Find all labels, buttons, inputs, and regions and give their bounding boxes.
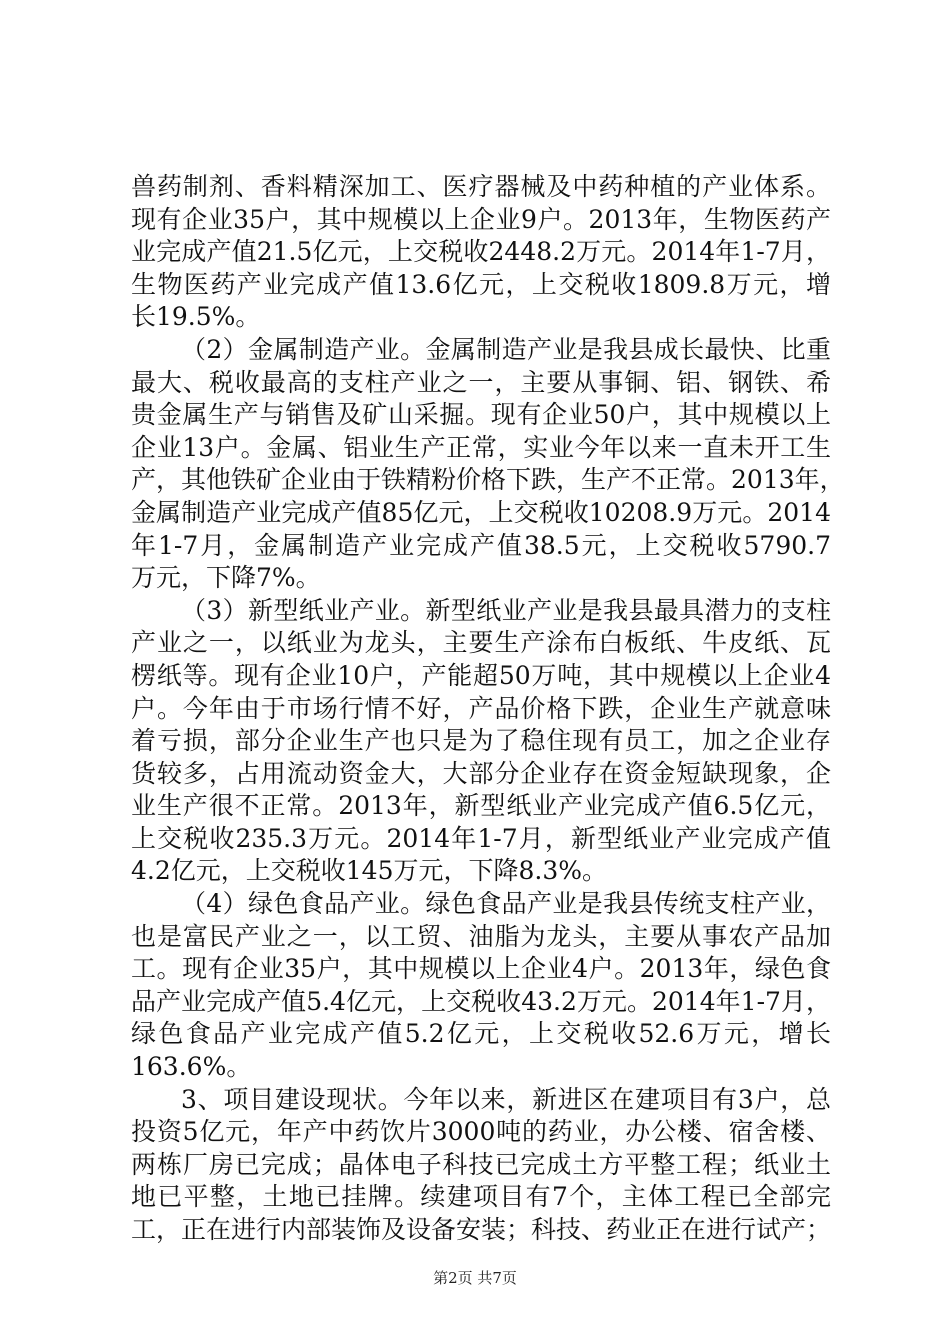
text-line: 长19.5%。	[131, 302, 261, 332]
text-line: 企业13户。金属、铝业生产正常，实业今年以来一直未开工生	[131, 432, 831, 462]
text-line: 现有企业35户，其中规模以上企业9户。2013年，生物医药产	[131, 204, 831, 234]
text-line: （2）金属制造产业。金属制造产业是我县成长最快、比重	[181, 334, 831, 364]
text-line: 业完成产值21.5亿元，上交税收2448.2万元。2014年1-7月，	[131, 237, 831, 267]
text-line: 万元，下降7%。	[131, 563, 321, 593]
paragraph-biomedicine-continued	[131, 171, 831, 334]
document-body	[131, 171, 845, 1247]
text-line: 楞纸等。现有企业10户，产能超50万吨，其中规模以上企业4	[131, 660, 831, 690]
text-line: （4）绿色食品产业。绿色食品产业是我县传统支柱产业，	[181, 889, 831, 919]
text-line: （3）新型纸业产业。新型纸业产业是我县最具潜力的支柱	[181, 595, 831, 625]
text-line: 地已平整，土地已挂牌。续建项目有7个，主体工程已全部完	[131, 1182, 831, 1212]
text-line: 最大、税收最高的支柱产业之一，主要从事铜、铝、钢铁、希	[131, 367, 831, 397]
paragraph-green-food-industry	[131, 888, 831, 1084]
text-line: 着亏损，部分企业生产也只是为了稳住现有员工，加之企业存	[131, 726, 831, 756]
paragraph-new-paper-industry	[131, 595, 831, 888]
text-line: 4.2亿元，上交税收145万元，下降8.3%。	[131, 856, 607, 886]
text-line: 产业之一，以纸业为龙头，主要生产涂布白板纸、牛皮纸、瓦	[131, 628, 831, 658]
text-line: 投资5亿元，年产中药饮片3000吨的药业，办公楼、宿舍楼、	[131, 1117, 831, 1147]
text-line: 贵金属生产与销售及矿山采掘。现有企业50户，其中规模以上	[131, 400, 831, 430]
page-number-footer: 第2页 共7页	[433, 1269, 517, 1287]
text-line: 工。现有企业35户，其中规模以上企业4户。2013年，绿色食	[131, 954, 831, 984]
text-line: 业生产很不正常。2013年，新型纸业产业完成产值6.5亿元，	[131, 791, 831, 821]
text-line: 绿色食品产业完成产值5.2亿元，上交税收52.6万元，增长	[131, 1019, 831, 1049]
paragraph-metal-manufacturing	[131, 334, 845, 595]
text-line: 也是富民产业之一，以工贸、油脂为龙头，主要从事农产品加	[131, 921, 831, 951]
text-line: 生物医药产业完成产值13.6亿元，上交税收1809.8万元，增	[131, 269, 831, 299]
text-line: 品产业完成产值5.4亿元，上交税收43.2万元。2014年1-7月，	[131, 986, 831, 1016]
paragraph-project-construction	[131, 1084, 831, 1247]
text-line: 货较多，占用流动资金大，大部分企业存在资金短缺现象，企	[131, 758, 831, 788]
text-line: 年1-7月，金属制造产业完成产值38.5元，上交税收5790.7	[131, 530, 831, 560]
text-line: 产，其他铁矿企业由于铁精粉价格下跌，生产不正常。2013年，	[131, 465, 845, 495]
text-line: 户。今年由于市场行情不好，产品价格下跌，企业生产就意味	[131, 693, 831, 723]
text-line: 3、项目建设现状。今年以来，新进区在建项目有3户，总	[181, 1084, 831, 1114]
text-line: 163.6%。	[131, 1052, 252, 1082]
text-line: 兽药制剂、香料精深加工、医疗器械及中药种植的产业体系。	[131, 172, 831, 201]
text-line: 上交税收235.3万元。2014年1-7月，新型纸业产业完成产值	[131, 823, 831, 853]
text-line: 金属制造产业完成产值85亿元，上交税收10208.9万元。2014	[131, 497, 831, 527]
text-line: 两栋厂房已完成；晶体电子科技已完成土方平整工程；纸业土	[131, 1149, 831, 1179]
text-line: 工，正在进行内部装饰及设备安装；科技、药业正在进行试产；	[131, 1215, 832, 1244]
